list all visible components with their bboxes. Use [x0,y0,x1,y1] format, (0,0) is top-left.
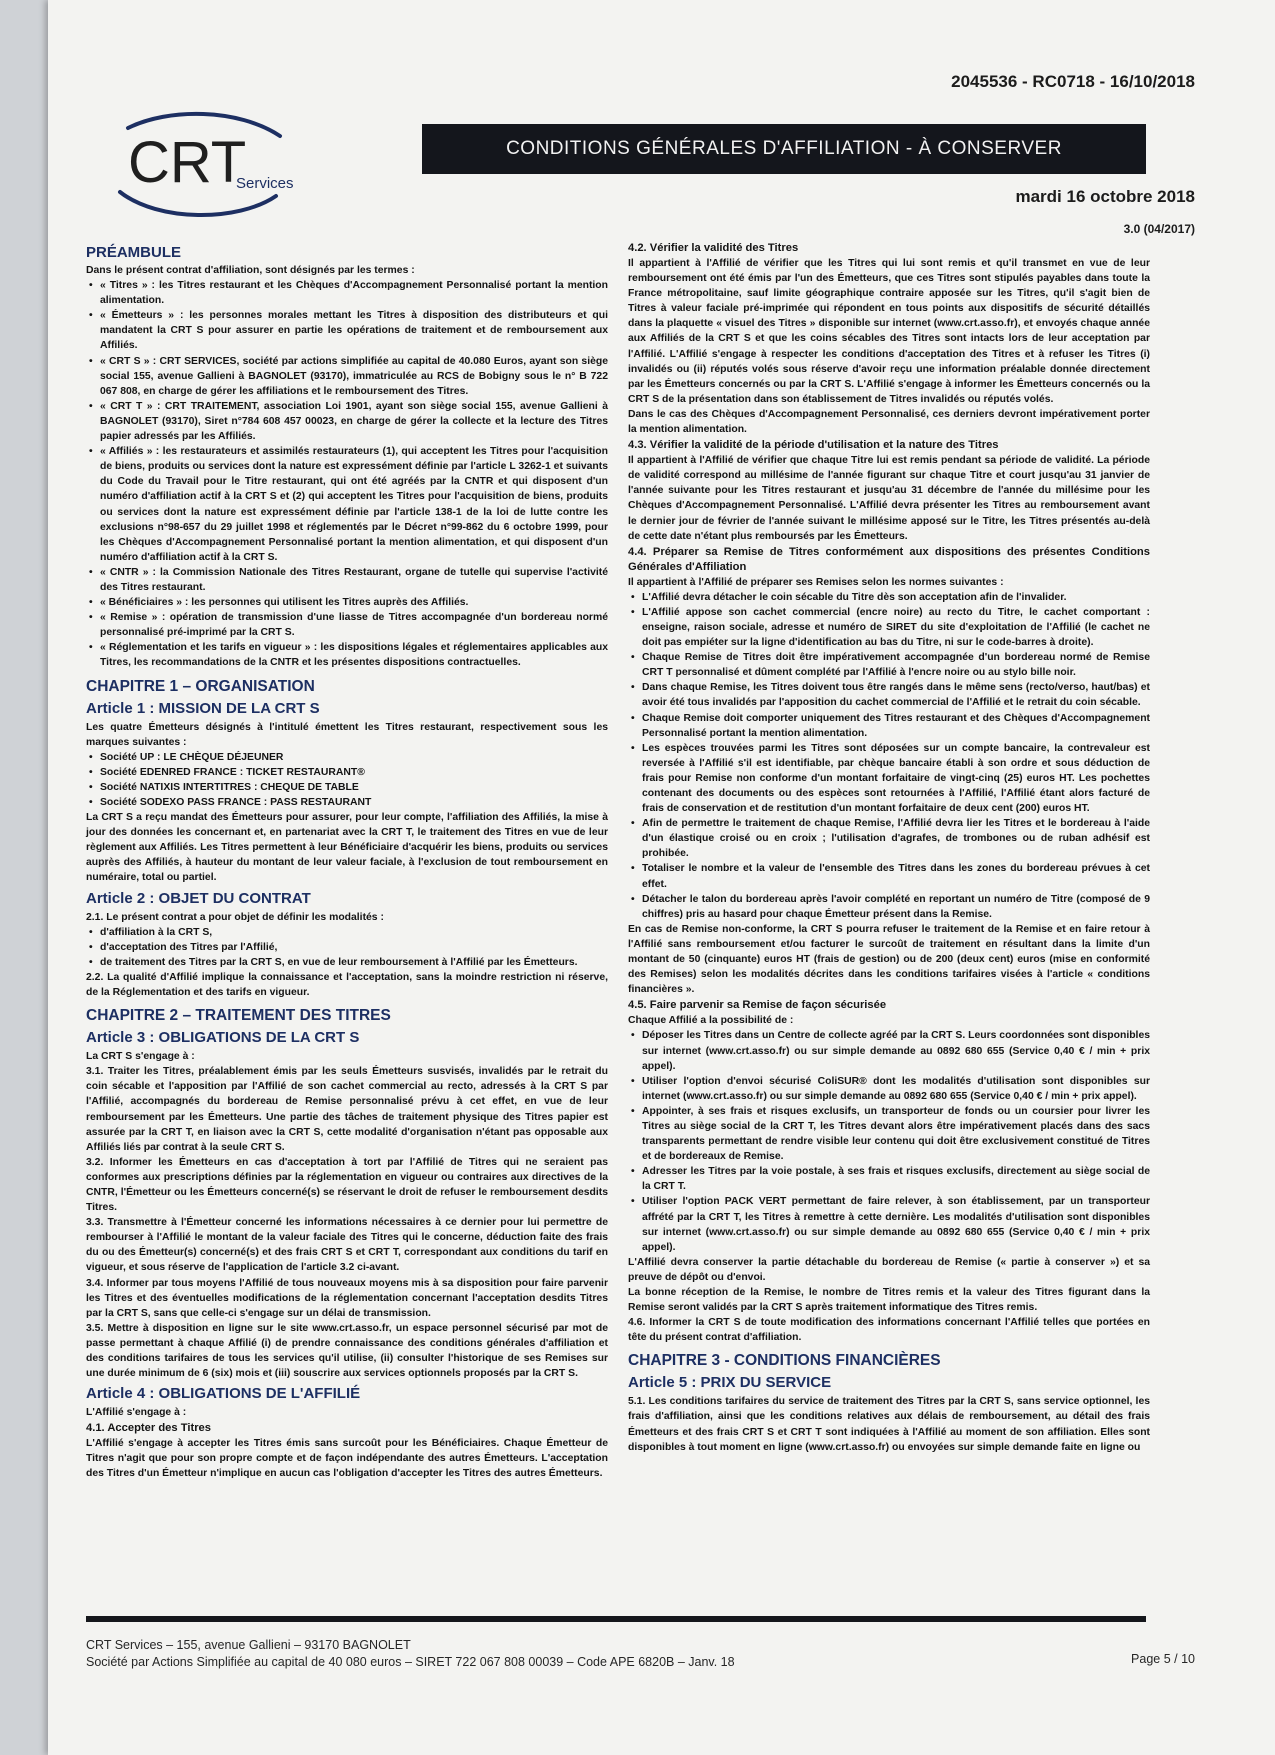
definition-item: • « Bénéficiaires » : les personnes qui utilisent les Titres auprès des Affiliés. [100,595,608,610]
brand-item: • Société EDENRED FRANCE : TICKET RESTAURANT® [100,765,608,780]
footer-divider [86,1616,1146,1622]
article-text: 5.1. Les conditions tarifaires du service de traitement des Titres par la CRT S, sans service optionnel, les frais d'affiliation, ainsi que les conditions relatives aux délais de remboursement, au détail des frais Émetteurs et des frais CRT S et CRT T sont indiquées à l'Affilié au moment de son affiliation. Elles sont disponibles à tout moment en ligne (www.crt.asso.fr) ou envoyées sur simple demande faite en ligne ou [628,1396,1150,1453]
article-text: 3.5. Mettre à disposition en ligne sur le site www.crt.asso.fr, un espace personnel sécurisé par mot de passe permettant à chaque Affilié (i) de prendre connaissance des conditions générales d'affiliation et des conditions tarifaires de tous les services qu'il utilise, (ii) consulter l'historique de ses Remises sur une durée minimum de 6 (six) mois et (iii) souscrire aux services optionnels proposés par la CRT S. [86,1322,608,1380]
subsection-heading: 4.3. Vérifier la validité de la période d'utilisation et la nature des Titres [628,439,999,452]
page-title-banner: CONDITIONS GÉNÉRALES D'AFFILIATION - À CONSERVER [422,124,1146,174]
subsection-heading: 4.5. Faire parvenir sa Remise de façon sécurisée [628,999,887,1012]
footer-address [86,1637,735,1671]
document-version: 3.0 (04/2017) [1123,222,1195,236]
definition-item: • « Titres » : les Titres restaurant et les Chèques d'Accompagnement Personnalisé portant la mention alimentation. [100,278,608,308]
subsection-heading: 4.4. Préparer sa Remise de Titres conformément aux dispositions des présentes Conditions Générales d'Affiliation [628,545,1150,573]
list-item: • Afin de permettre le traitement de chaque Remise, l'Affilié devra lier les Titres et le bordereau à l'aide d'un élastique croisé ou en croix ; l'utilisation d'agrafes, de trombones ou de ruban adhésif est prohibée. [642,816,1150,861]
list-item: • Les espèces trouvées parmi les Titres sont déposées sur un compte bancaire, la contrevaleur est reversée à l'Affilié s'il est identifiable, par chèque bancaire établi à son ordre et sous déduction de frais pour Remise non conforme d'un montant forfaitaire de vingt-cinq (25) euros HT. Les pochettes contenant des documents ou des espèces sont retournées à l'Affilié, l'Affilié étant alors facturé de frais de conservation et de restitution d'un montant forfaitaire de deux cent (200) euros HT. [642,741,1150,816]
brand-item: • Société SODEXO PASS FRANCE : PASS RESTAURANT [100,795,608,810]
crt-services-logo [98,110,298,220]
remise-norms-list [628,590,1150,922]
article-text: 3.3. Transmettre à l'Émetteur concerné les informations nécessaires à ce dernier pour lui permettre de rembourser à l'Affilié le montant de la valeur faciale des Titres qui le concerne, déduction faite des frais du ou des Émetteur(s) concerné(s) et des frais CRT S et CRT T, correspondant aux conditions du tarif en vigueur, et sous réserve de l'application de l'article 3.2 ci-avant. [86,1217,608,1274]
article-text: 4.6. Informer la CRT S de toute modification des informations concernant l'Affilié telles que portées en tête du présent contrat d'affiliation. [628,1317,1150,1344]
article-text: Chaque Affilié a la possibilité de : [628,1015,794,1027]
article-heading: Article 4 : OBLIGATIONS DE L'AFFILIÉ [86,1385,361,1403]
logo-wordmark: CRT [128,130,247,195]
article-text: L'Affilié s'engage à accepter les Titres émis sans surcoût pour les Bénéficiaires. Chaque Émetteur de Titres n'agit que pour son propre compte et de façon indépendante des autres Émetteurs. L'acceptation des Titres d'un Émetteur n'implique en aucun cas l'obligation d'accepter les Titres des autres Émetteurs. [86,1438,608,1480]
article-text: Dans le cas des Chèques d'Accompagnement Personnalisé, ces derniers devront impérativement porter la mention alimentation. [628,408,1150,436]
preambule-heading: PRÉAMBULE [86,244,182,261]
subsection-heading: 4.1. Accepter des Titres [86,1422,211,1435]
list-item: • Totaliser le nombre et la valeur de l'ensemble des Titres dans les zones du bordereau prévues à cet effet. [642,861,1150,891]
definition-item: • « Remise » : opération de transmission d'une liasse de Titres accompagnée d'un bordereau normé personnalisé pré-imprimé par la CRT S. [100,610,608,640]
article-text: Les quatre Émetteurs désignés à l'intitulé émettent les Titres restaurant, respectivement sous les marques suivantes : [86,721,608,748]
definitions-list [86,278,608,670]
article-text: 3.1. Traiter les Titres, préalablement émis par les seuls Émetteurs susvisés, invalidés par le retrait du coin sécable et l'apposition par l'Affilié de son cachet commercial au recto, adressés à la CRT S par l'Affilié, accompagnés du bordereau de Remise personnalisé prévu à cet effet, en vue de leur remboursement par les Émetteurs. Une partie des tâches de traitement physique des Titres papier est assurée par la CRT T, en liaison avec la CRT S, cette modalité d'organisation n'étant pas opposable aux Affiliés liés par contrat à la seule CRT S. [86,1066,608,1153]
list-item: • Détacher le talon du bordereau après l'avoir complété en reportant un numéro de Titre (composé de 9 chiffres) pris au hasard pour chaque Émetteur présent dans la Remise. [642,892,1150,922]
article-heading: Article 5 : PRIX DU SERVICE [628,1374,832,1392]
list-item: • L'Affilié appose son cachet commercial (encre noire) au recto du Titre, le cachet comportant : enseigne, raison sociale, adresse et numéro de SIRET du site d'exploitation de l'Affilié (le cachet ne doit pas empiéter sur la ligne d'identification au bas du Titre, ni sur le code-barres à droite). [642,605,1150,650]
list-item: • Chaque Remise doit comporter uniquement des Titres restaurant et des Chèques d'Accompagnement Personnalisé portant la mention alimentation. [642,711,1150,741]
article-heading: Article 1 : MISSION DE LA CRT S [86,699,320,717]
article-text: 2.1. Le présent contrat a pour objet de définir les modalités : [86,911,384,923]
list-item: • d'affiliation à la CRT S, [100,925,608,940]
definition-item: • « Affiliés » : les restaurateurs et assimilés restaurateurs (1), qui acceptent les Titres pour l'acquisition de biens, produits ou services dont la nature est expressément définie par l'article L 3262-1 et suivants du Code du Travail pour le Titre restaurant, qui ont été agréés par la CNTR et qui disposent d'un numéro d'affiliation actif à la CRT S et (2) qui acceptent les Titres pour l'acquisition de biens, produits ou services dont la nature est expressément définie par l'article 138-1 de la loi de lutte contre les exclusions n°98-657 du 29 juillet 1998 et réglementés par le Décret n°99-862 du 6 octobre 1999, pour les Chèques d'Accompagnement Personnalisé portant la mention alimentation, et qui disposent d'un numéro d'affiliation actif à la CRT S. [100,444,608,565]
footer-legal-line: Société par Actions Simplifiée au capital de 40 080 euros – SIRET 722 067 808 00039 – Code APE 6820B – Janv. 18 [86,1655,735,1669]
article-text: 3.4. Informer par tous moyens l'Affilié de tous nouveaux moyens mis à sa disposition pour faire parvenir les Titres et des éventuelles modifications de la réglementation concernant l'acceptation desdits Titres par la CRT S, sans que celle-ci s'engage sur un délai de transmission. [86,1277,608,1319]
list-item: • Adresser les Titres par la voie postale, à ses frais et risques exclusifs, directement au siège social de la CRT T. [642,1164,1150,1194]
footer-address-line: CRT Services – 155, avenue Gallieni – 93170 BAGNOLET [86,1638,411,1652]
list-item: • Appointer, à ses frais et risques exclusifs, un transporteur de fonds ou un coursier pour livrer les Titres au siège social de la CRT T, les Titres devant alors être impérativement placés dans des sacs transparents permettant de rendre visible leur contenu qui doit être exclusivement constitué de Titres et de bordereaux de Remise. [642,1104,1150,1164]
article-text: L'Affilié s'engage à : [86,1407,187,1419]
document-reference: 2045536 - RC0718 - 16/10/2018 [951,72,1195,91]
list-item: • Déposer les Titres dans un Centre de collecte agréé par la CRT S. Leurs coordonnées sont disponibles sur internet (www.crt.asso.fr) ou sur simple demande au 0892 680 655 (Service 0,40 € / min + prix appel). [642,1028,1150,1073]
article-text: La CRT S s'engage à : [86,1051,195,1063]
article-text: La bonne réception de la Remise, le nombre de Titres remis et la valeur des Titres figurant dans la Remise seront validés par la CRT S après traitement informatique des Titres remis. [628,1287,1150,1314]
list-item: • d'acceptation des Titres par l'Affilié, [100,940,608,955]
document-date: mardi 16 octobre 2018 [1015,187,1195,206]
definition-item: • « CNTR » : la Commission Nationale des Titres Restaurant, organe de tutelle qui supervise l'activité des Titres restaurant. [100,565,608,595]
modalites-list [86,925,608,970]
article-text: L'Affilié devra conserver la partie détachable du bordereau de Remise (« partie à conserver ») et sa preuve de dépôt ou d'envoi. [628,1256,1150,1283]
article-text: La CRT S a reçu mandat des Émetteurs pour assurer, pour leur compte, l'affiliation des Affiliés, la mise à jour des données les concernant et, en partenariat avec la CRT T, le traitement des Titres en vue de leur règlement aux Affiliés. Les Titres permettent à leur Bénéficiaire d'acquérir les biens, produits ou services auprès des Affiliés, à hauteur du montant de leur valeur faciale, à l'exclusion de tout remboursement en numéraire, total ou partiel. [86,812,608,884]
definition-item: • « CRT S » : CRT SERVICES, société par actions simplifiée au capital de 40.080 Euros, ayant son siège social 155, avenue Gallieni à BAGNOLET (93170), immatriculée au RCS de Bobigny sous le n° B 722 067 808, en charge de gérer les affiliations et le remboursement des Titres. [100,354,608,399]
left-column [86,244,608,1482]
definition-item: • « Émetteurs » : les personnes morales mettant les Titres à disposition des distributeurs et qui mandatent la CRT S pour assurer en partie les opérations de traitement et de remboursement aux Affiliés. [100,308,608,353]
subsection-heading: 4.2. Vérifier la validité des Titres [628,242,799,254]
definition-item: • « Réglementation et les tarifs en vigueur » : les dispositions légales et réglementaires applicables aux Titres, les recommandations de la CNTR et les présentes dispositions contractuelles. [100,640,608,670]
article-text: Il appartient à l'Affilié de vérifier que les Titres qui lui sont remis et qu'il transmet en vue de leur remboursement ont été émis par l'un des Émetteurs, que ces Titres sont stipulés payables dans toute la France métropolitaine, sauf limite géographique contraire apposée sur les Titres, qu'il s'agit bien de Titres à valeur faciale pré-imprimée qui répondent en tous points aux dispositifs de sécurité détaillés dans la plaquette « visuel des Titres » disponible sur internet (www.crt.asso.fr), et envoyés chaque année aux Affiliés de la CRT S et que les coins sécables des Titres sont intacts lors de leur acceptation par l'Affilié. L'Affilié s'engage à respecter les conditions d'acceptation des Titres et à refuser les Titres (i) invalidés ou (ii) réputés volés sous réserve d'avoir reçu une information préalable donnée directement par les Émetteurs concernés ou par la CRT S. L'Affilié s'engage à informer les Émetteurs concernés ou la CRT S de la présentation dans son établissement de Titres invalidés ou réputés volés. [628,258,1150,405]
article-text: Il appartient à l'Affilié de vérifier que chaque Titre lui est remis pendant sa période de validité. La période de validité correspond au millésime de l'année figurant sur chaque Titre et court jusqu'au 31 janvier de l'année suivante pour les Titres restaurant et jusqu'au 31 décembre de l'année du millésime pour les Chèques d'Accompagnement Personnalisé. L'Affilié devra présenter les Titres au remboursement avant le dernier jour de février de l'année suivant le millésime apposé sur le Titre, les Titres présentés au-delà de cette date n'étant plus remboursés par les Émetteurs. [628,455,1150,542]
list-item: • Dans chaque Remise, les Titres doivent tous être rangés dans le même sens (recto/verso, haut/bas) et avoir été tous invalidés par l'apposition du cachet commercial de l'Affilié et le retrait du coin sécable. [642,680,1150,710]
chapter-heading: CHAPITRE 3 - CONDITIONS FINANCIÈRES [628,1352,941,1370]
definition-item: • « CRT T » : CRT TRAITEMENT, association Loi 1901, ayant son siège social 155, avenue Gallieni à BAGNOLET (93170), Siret n°784 608 457 00023, en charge de gérer la collecte et la lecture des Titres papier adressés par les Affiliés. [100,399,608,444]
preambule-intro: Dans le présent contrat d'affiliation, sont désignés par les termes : [86,265,415,276]
list-item: • Utiliser l'option PACK VERT permettant de faire relever, à son établissement, par un transporteur affrété par la CRT T, les Titres à remettre à cette dernière. Les modalités d'utilisation sont disponibles sur internet (www.crt.asso.fr) ou sur simple demande au 0892 680 655 (Service 0,40 € / min + prix appel). [642,1194,1150,1254]
article-text: Il appartient à l'Affilié de préparer ses Remises selon les normes suivantes : [628,576,1004,588]
chapter-heading: CHAPITRE 1 – ORGANISATION [86,677,315,695]
chapter-heading: CHAPITRE 2 – TRAITEMENT DES TITRES [86,1007,391,1025]
delivery-options-list [628,1028,1150,1254]
brand-item: • Société NATIXIS INTERTITRES : CHEQUE DE TABLE [100,780,608,795]
brands-list [86,750,608,810]
list-item: • Utiliser l'option d'envoi sécurisé ColiSUR® dont les modalités d'utilisation sont disponibles sur internet (www.crt.asso.fr) ou sur simple demande au 0892 680 655 (Service 0,40 € / min + prix appel). [642,1074,1150,1104]
article-heading: Article 2 : OBJET DU CONTRAT [86,889,311,907]
article-text: En cas de Remise non-conforme, la CRT S pourra refuser le traitement de la Remise et en faire retour à l'Affilié sans remboursement et/ou facturer le surcoût de traitement en résultant dans la limite d'un montant de 50 (cinquante) euros HT (frais de gestion) ou de 200 (deux cent) euros (mise en conformité des Remises) selon les modalités décrites dans les conditions tarifaires visées à l'article « conditions financières ». [628,923,1150,996]
crt-logo-icon [98,110,298,220]
logo-subtitle: Services [236,175,294,192]
right-column [628,240,1150,1455]
page-number: Page 5 / 10 [1131,1652,1195,1666]
article-heading: Article 3 : OBLIGATIONS DE LA CRT S [86,1029,360,1047]
list-item: • de traitement des Titres par la CRT S, en vue de leur remboursement à l'Affilié par les Émetteurs. [100,955,608,970]
list-item: • L'Affilié devra détacher le coin sécable du Titre dès son acceptation afin de l'invalider. [642,590,1150,605]
list-item: • Chaque Remise de Titres doit être impérativement accompagnée d'un bordereau normé de Remise CRT T personnalisé et dûment complété par l'Affilié à l'encre noire ou au stylo bille noir. [642,650,1150,680]
article-text: 3.2. Informer les Émetteurs en cas d'acceptation à tort par l'Affilié de Titres qui ne seraient pas conformes aux prescriptions définies par la réglementation en vigueur ou contraires aux directives de la CNTR, l'Émetteur ou les Émetteurs concerné(s) se réservant le droit de refuser le remboursement desdits Titres. [86,1156,608,1214]
brand-item: • Société UP : LE CHÈQUE DÉJEUNER [100,750,608,765]
article-text: 2.2. La qualité d'Affilié implique la connaissance et l'acceptation, sans la moindre restriction ni réserve, de la Réglementation et des tarifs en vigueur. [86,971,608,999]
